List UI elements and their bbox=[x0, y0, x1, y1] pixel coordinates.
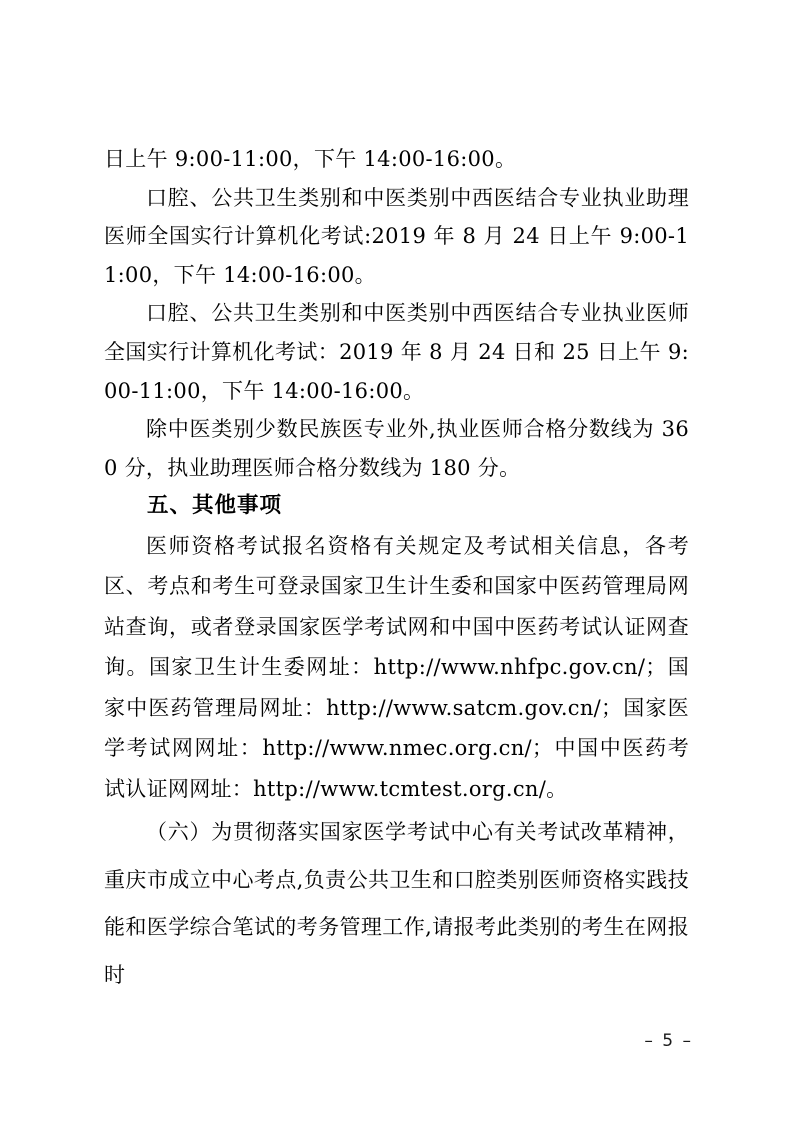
document-body bbox=[104, 140, 689, 999]
paragraph-assistant-physician-exam: 口腔、公共卫生类别和中医类别中西医结合专业执业助理医师全国实行计算机化考试:2019 年 8 月 24 日上午 9:00-11:00，下午 14:00-16:00。 bbox=[104, 185, 689, 287]
page-footer bbox=[644, 1031, 693, 1051]
paragraph-exam-time-continued: 日上午 9:00-11:00，下午 14:00-16:00。 bbox=[104, 147, 517, 171]
paragraph-passing-scores: 除中医类别少数民族医专业外,执业医师合格分数线为 360 分，执业助理医师合格分数线为 180 分。 bbox=[104, 417, 689, 480]
paragraph-practicing-physician-exam: 口腔、公共卫生类别和中医类别中西医结合专业执业医师全国实行计算机化考试：2019 年 8 月 24 日和 25 日上午 9:00-11:00，下午 14:00-16:00。 bbox=[104, 301, 689, 403]
paragraph-official-websites: 医师资格考试报名资格有关规定及考试相关信息，各考区、考点和考生可登录国家卫生计生委和国家中医药管理局网站查询，或者登录国家医学考试网和中国中医药考试认证网查询。国家卫生计生委网址：http://www.nhfpc.gov.cn/；国家中医药管理局网址：http://www.satcm.gov.cn/；国家医学考试网网址：http://www.nmec.org.cn/；中国中医药考试认证网网址：http://www.tcmtest.org.cn/。 bbox=[104, 533, 689, 801]
section-heading-other-matters: 五、其他事项 bbox=[147, 493, 283, 519]
page-number: – 5 – bbox=[644, 1031, 693, 1051]
paragraph-chongqing-center: （六）为贯彻落实国家医学考试中心有关考试改革精神，重庆市成立中心考点,负责公共卫生和口腔类别医师资格实践技能和医学综合笔试的考务管理工作,请报考此类别的考生在网报时 bbox=[104, 820, 689, 987]
